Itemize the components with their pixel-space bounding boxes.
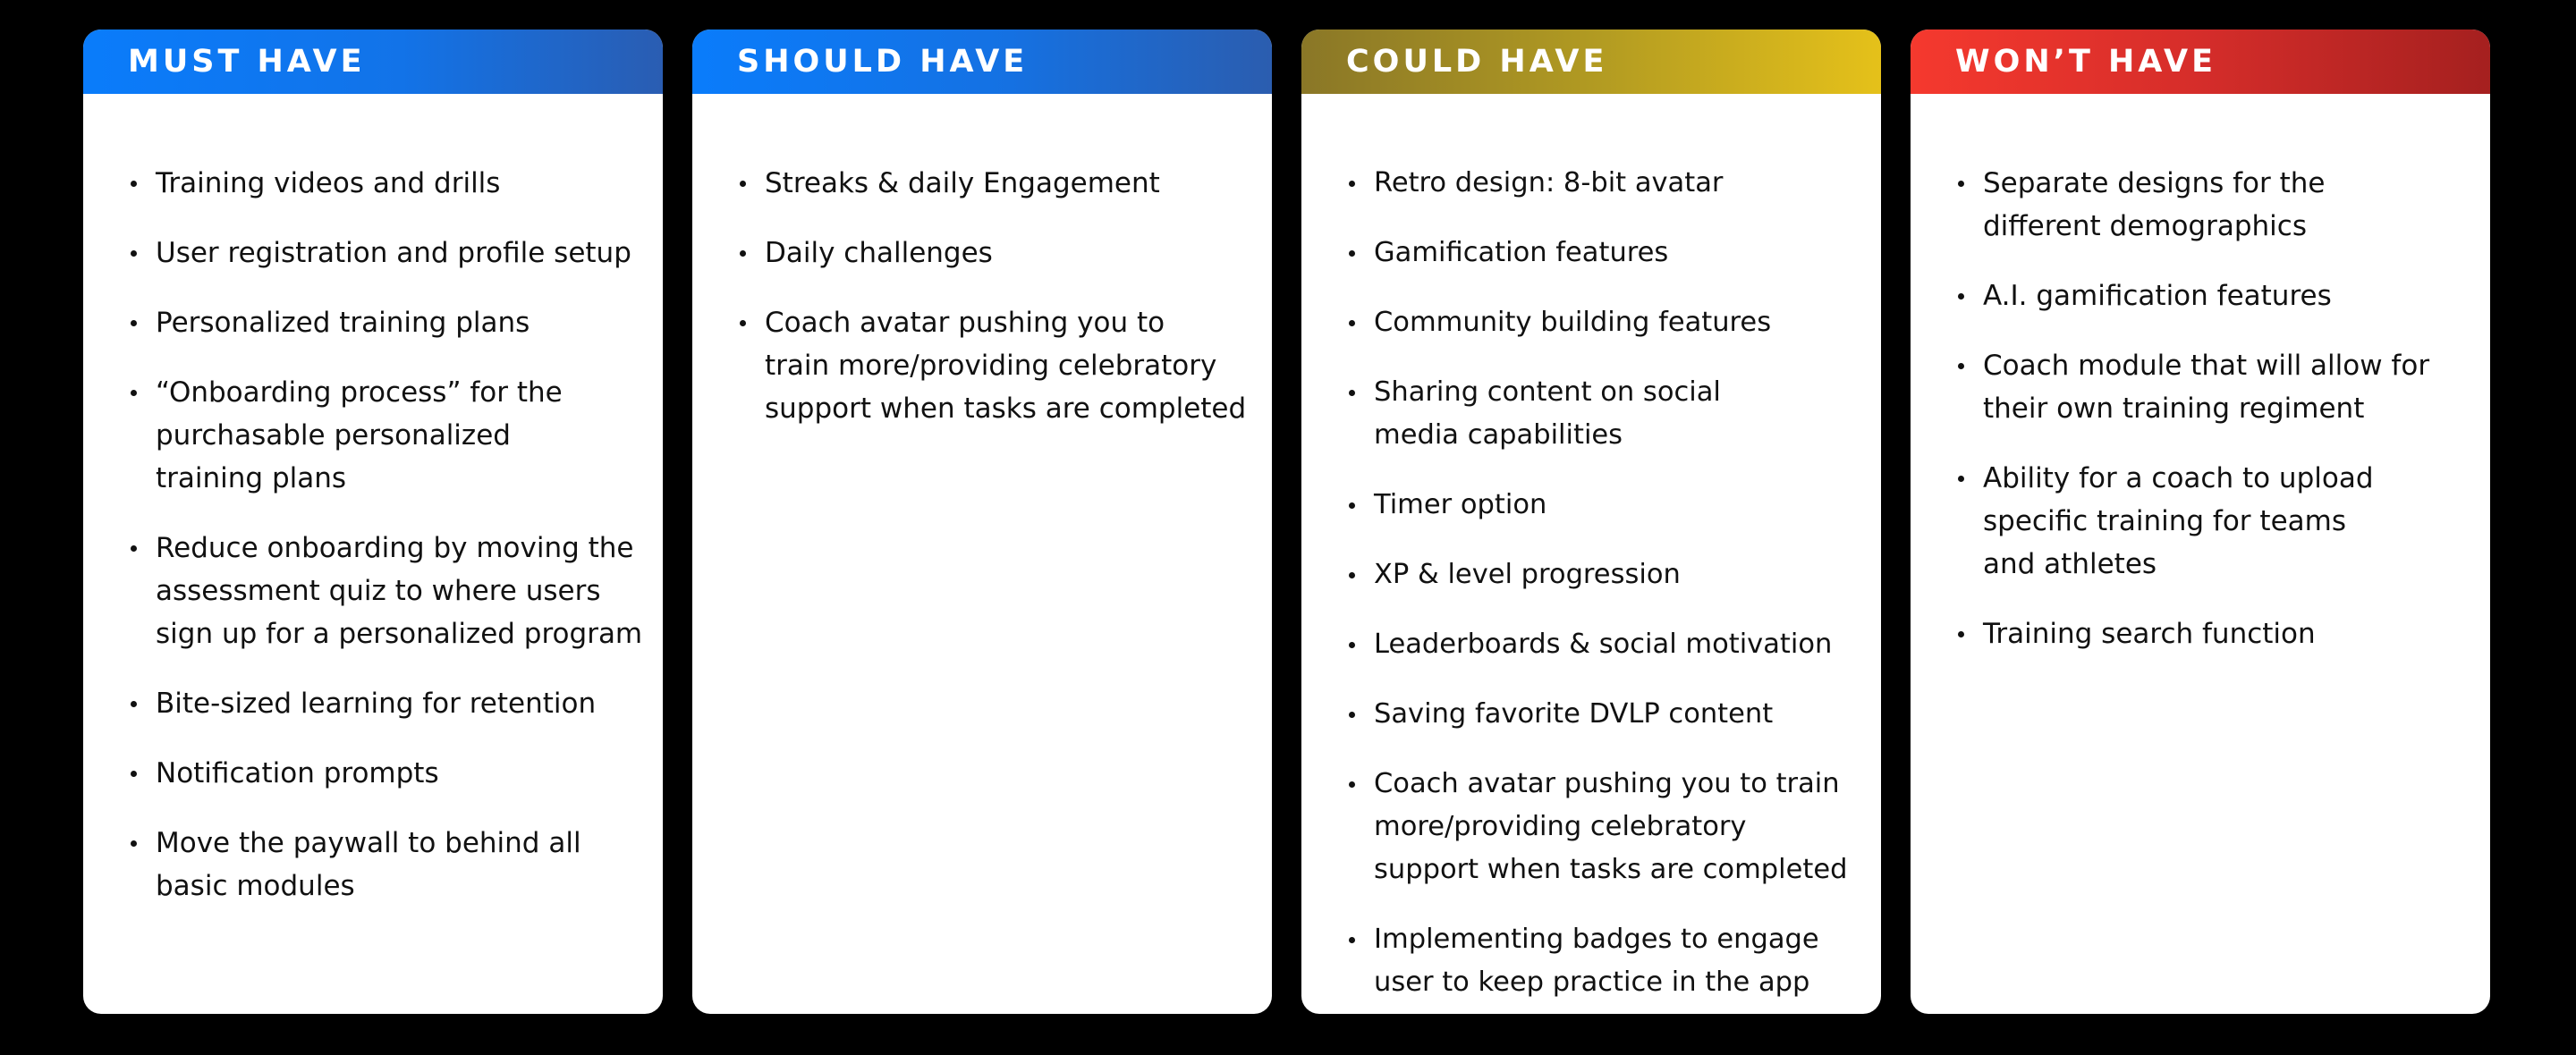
- list-item: [83, 752, 636, 795]
- list-item-text: media capabilities: [1374, 419, 1623, 451]
- list-item: [1911, 162, 2463, 248]
- list-item-text: Implementing badges to engage: [1374, 924, 1819, 955]
- moscow-board: [83, 30, 2491, 1014]
- list-item: [1301, 693, 1854, 736]
- list-item-text: Notification prompts: [156, 757, 439, 789]
- list-item-text: assessment quiz to where users: [156, 575, 601, 607]
- list-item-text: User registration and profile setup: [156, 237, 631, 269]
- list-item: [1301, 623, 1854, 666]
- list-item: [692, 301, 1245, 430]
- list-item-text: Bite-sized learning for retention: [156, 688, 597, 720]
- list-item-text: different demographics: [1983, 210, 2307, 242]
- list-item-text: sign up for a personalized program: [156, 618, 643, 650]
- column-header-wont-have: [1911, 30, 2490, 94]
- list-item: [692, 162, 1245, 205]
- list-item: [1301, 484, 1854, 527]
- list-item-text: Training search function: [1983, 618, 2316, 650]
- item-list: [692, 94, 1272, 430]
- list-item: [1301, 371, 1854, 457]
- list-item-text: Daily challenges: [765, 237, 993, 269]
- list-item-text: Ability for a coach to upload: [1983, 462, 2374, 494]
- list-item-text: Training videos and drills: [156, 167, 501, 199]
- list-item-text: Personalized training plans: [156, 307, 530, 339]
- column-title: COULD HAVE: [1346, 44, 1608, 80]
- list-item-text: their own training regiment: [1983, 392, 2365, 425]
- list-item: [1301, 918, 1854, 1004]
- list-item-text: XP & level progression: [1374, 559, 1681, 590]
- item-list: [1301, 94, 1881, 1004]
- list-item-text: A.I. gamification features: [1983, 280, 2332, 312]
- list-item: [83, 822, 636, 907]
- list-item-text: purchasable personalized: [156, 419, 511, 452]
- list-item: [83, 527, 643, 655]
- list-item-text: Gamification features: [1374, 237, 1669, 268]
- list-item: [83, 301, 636, 344]
- list-item: [83, 371, 636, 500]
- list-item: [692, 232, 1245, 274]
- column-should-have: [692, 30, 1272, 1014]
- list-item-text: and athletes: [1983, 548, 2157, 580]
- column-title: MUST HAVE: [128, 44, 366, 80]
- list-item-text: Timer option: [1374, 489, 1547, 520]
- list-item: [1911, 457, 2463, 586]
- list-item-text: Coach avatar pushing you to: [765, 307, 1165, 339]
- list-item-text: support when tasks are completed: [765, 392, 1247, 425]
- item-list: [1911, 94, 2490, 655]
- list-item-text: Reduce onboarding by moving the: [156, 532, 634, 564]
- list-item: [1301, 301, 1854, 344]
- column-title: WON’T HAVE: [1955, 44, 2217, 80]
- list-item-text: specific training for teams: [1983, 505, 2346, 537]
- column-wont-have: [1911, 30, 2490, 1014]
- list-item-text: Retro design: 8-bit avatar: [1374, 167, 1724, 198]
- list-item: [83, 232, 636, 274]
- list-item: [1911, 344, 2463, 430]
- list-item: [1301, 763, 1854, 891]
- list-item: [1911, 612, 2463, 655]
- list-item-text: Move the paywall to behind all: [156, 827, 581, 859]
- list-item-text: Sharing content on social: [1374, 376, 1721, 408]
- list-item: [1301, 232, 1854, 274]
- list-item-text: Leaderboards & social motivation: [1374, 629, 1833, 660]
- column-must-have: [83, 30, 663, 1014]
- list-item-text: Streaks & daily Engagement: [765, 167, 1160, 199]
- list-item-text: Saving favorite DVLP content: [1374, 698, 1774, 730]
- list-item-text: train more/providing celebratory: [765, 350, 1217, 382]
- list-item: [1301, 162, 1854, 205]
- list-item-text: more/providing celebratory: [1374, 811, 1747, 842]
- list-item-text: support when tasks are completed: [1374, 854, 1848, 885]
- list-item-text: basic modules: [156, 870, 355, 902]
- list-item-text: Separate designs for the: [1983, 167, 2326, 199]
- list-item-text: “Onboarding process” for the: [156, 376, 563, 409]
- column-header-should-have: [692, 30, 1272, 94]
- list-item-text: Coach module that will allow for: [1983, 350, 2430, 382]
- list-item-text: Coach avatar pushing you to train: [1374, 768, 1840, 799]
- column-header-could-have: [1301, 30, 1881, 94]
- list-item-text: user to keep practice in the app: [1374, 966, 1810, 998]
- list-item: [1301, 553, 1854, 596]
- column-could-have: [1301, 30, 1881, 1014]
- list-item: [83, 682, 636, 725]
- column-header-must-have: [83, 30, 663, 94]
- list-item: [1911, 274, 2463, 317]
- item-list: [83, 94, 663, 907]
- list-item: [83, 162, 636, 205]
- list-item-text: training plans: [156, 462, 347, 494]
- list-item-text: Community building features: [1374, 307, 1772, 338]
- column-title: SHOULD HAVE: [737, 44, 1029, 80]
